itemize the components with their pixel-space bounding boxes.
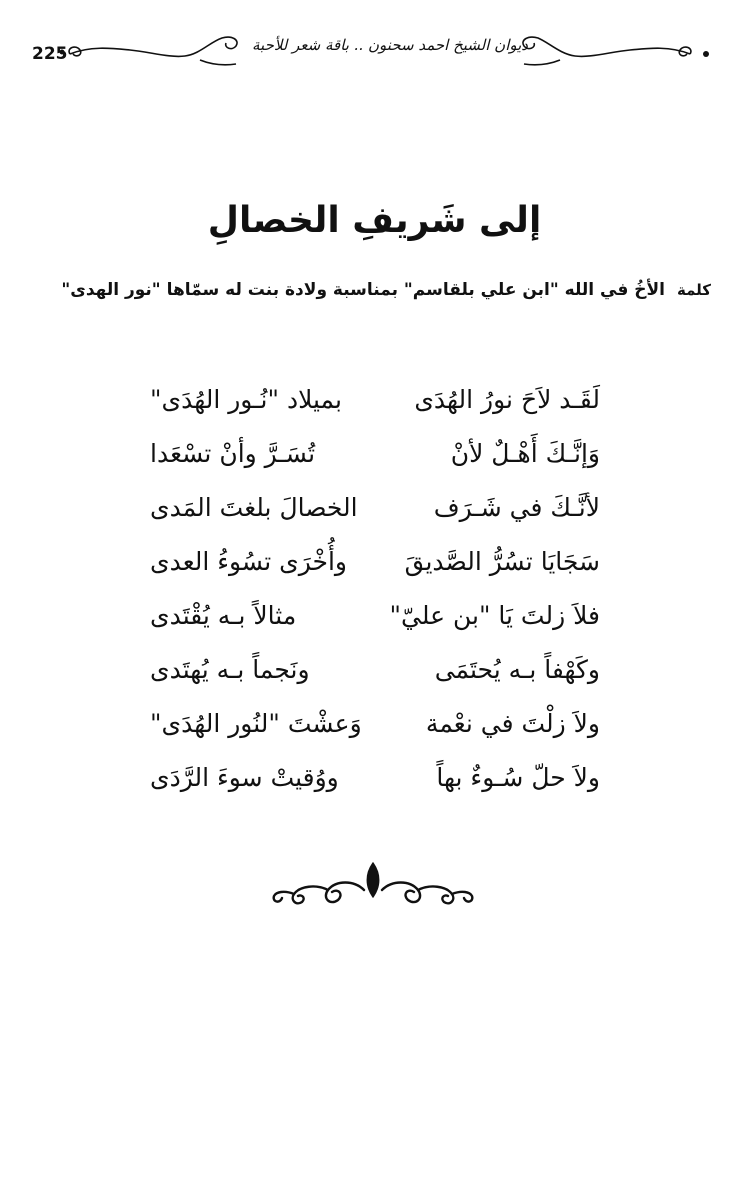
verse-second-hemistich: بميلاد "نُـور الهُدَى" <box>150 384 342 414</box>
verse-first-hemistich: ولاَ حلّ سُـوءٌ بهاً <box>436 762 600 792</box>
verse-second-hemistich: وَعشْتَ "لنُور الهُدَى" <box>150 708 362 738</box>
verse <box>150 372 600 426</box>
verse-second-hemistich: تُسَـرَّ وأنْ تسْعَدا <box>150 438 316 468</box>
poem-title: إلى شَريفِ الخصالِ <box>207 200 542 241</box>
scroll-flourish-icon <box>268 860 478 910</box>
verse-first-hemistich: سَجَايَا تسُرُّ الصَّديقَ <box>404 546 600 576</box>
page-header <box>0 20 749 80</box>
verse-second-hemistich: ووُقيتْ سوءَ الرَّدَى <box>150 762 339 792</box>
verse <box>150 642 600 696</box>
verse <box>150 534 600 588</box>
verse-first-hemistich: وكَهْفاً بـه يُحتَمَى <box>434 654 600 684</box>
poem-body <box>150 372 600 804</box>
running-head: ديوان الشيخ احمد سحنون .. باقة شعر للأحبة <box>252 36 528 54</box>
verse-second-hemistich: الخصالَ بلغتَ المَدى <box>150 492 358 522</box>
verse-second-hemistich: مثالاً بـه يُقْتَدى <box>150 600 297 630</box>
verse-second-hemistich: وأُخْرَى تسُوءُ العدى <box>150 546 347 576</box>
verse-first-hemistich: لأنَّـكَ في شَـرَف <box>433 492 600 522</box>
page-number: 225 <box>32 44 68 64</box>
dedication-text: الأخُ في الله "ابن علي بلقاسم" بمناسبة ولادة بنت له سمّاها "نور الهدى" <box>61 280 665 300</box>
verse <box>150 750 600 804</box>
verse-first-hemistich: فلاَ زلتَ يَا "بن عليّ" <box>389 600 600 630</box>
verse <box>150 480 600 534</box>
verse <box>150 426 600 480</box>
verse <box>150 588 600 642</box>
verse-second-hemistich: ونَجماً بـه يُهتَدى <box>150 654 310 684</box>
verse <box>150 696 600 750</box>
verse-first-hemistich: ولاَ زلْتَ في نعْمة <box>425 708 600 738</box>
verse-first-hemistich: لَقَـد لاَحَ نورُ الهُدَى <box>414 384 600 414</box>
verse-first-hemistich: وَإنَّـكَ أَهْـلٌ لأنْ <box>450 438 600 468</box>
dedication-mark: كلمة <box>677 281 711 299</box>
dedication <box>51 278 711 303</box>
